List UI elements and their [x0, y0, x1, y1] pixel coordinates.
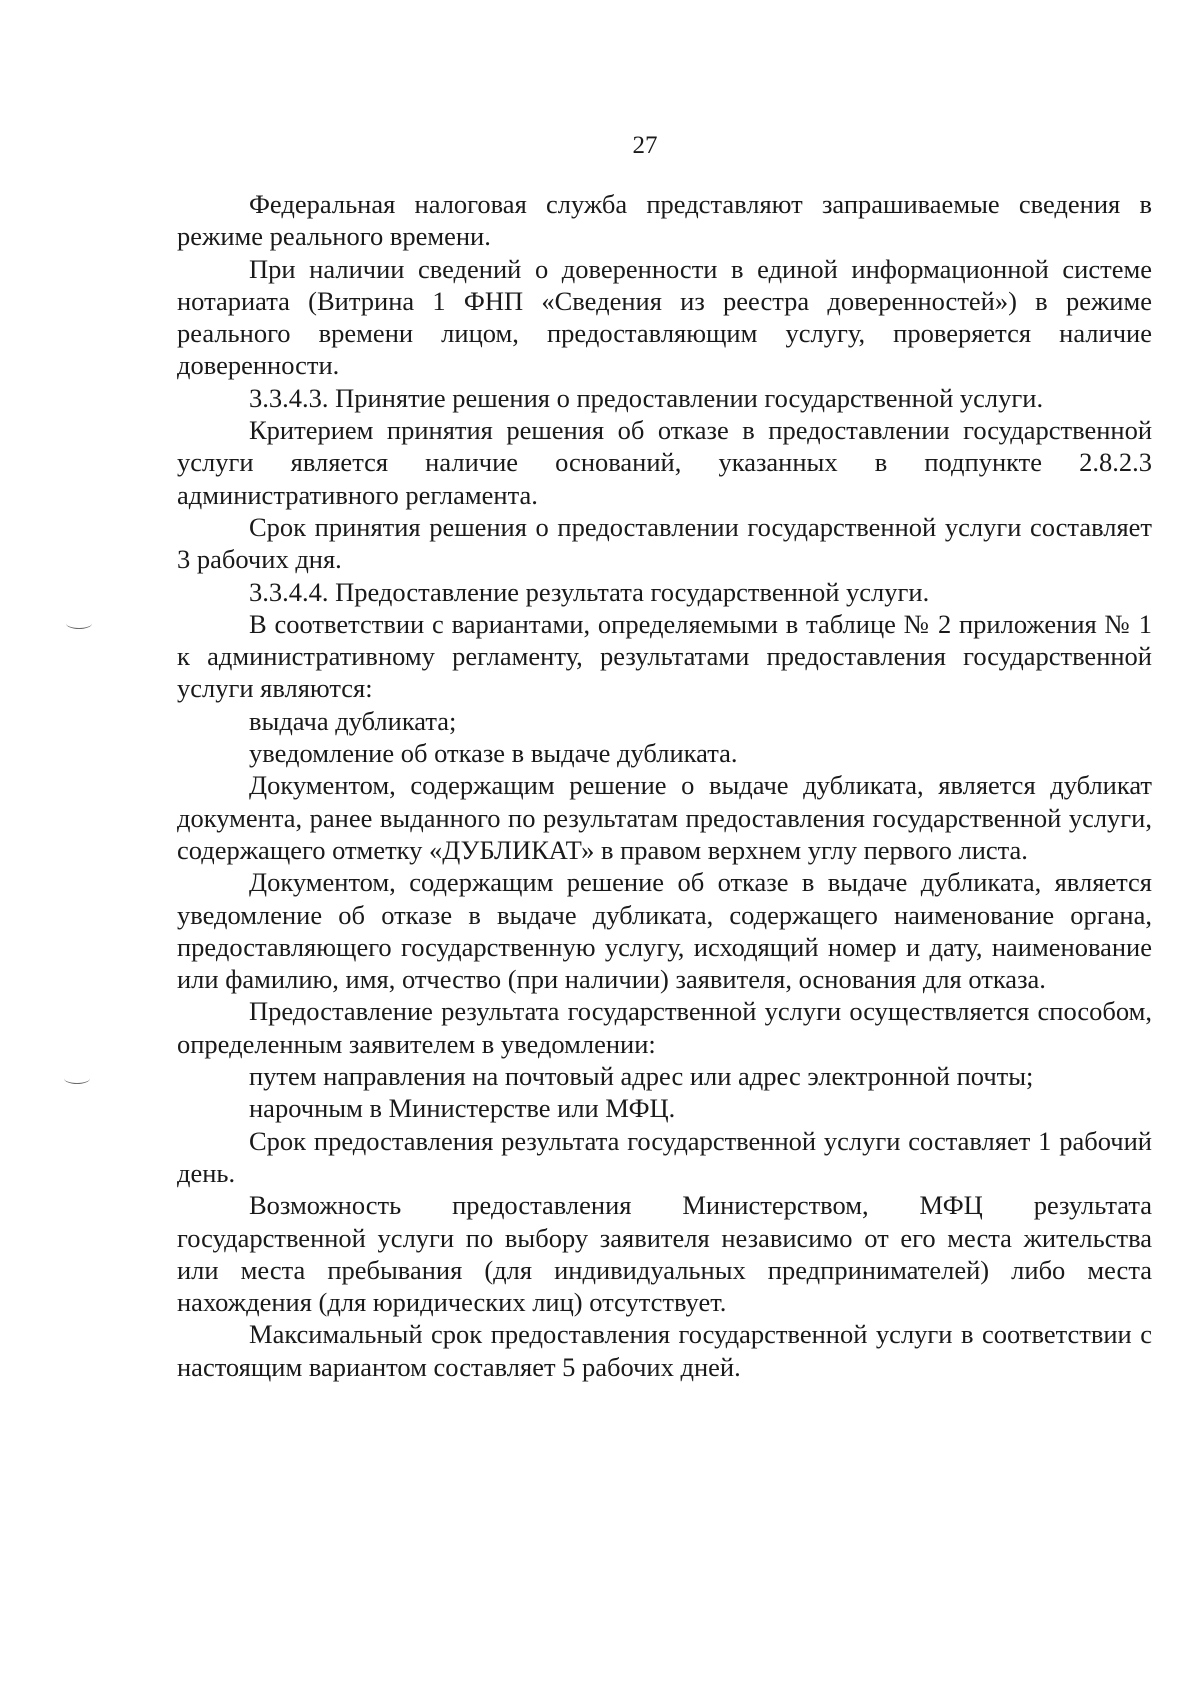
list-item-postal-or-email: путем направления на почтовый адрес или адрес электронной почты;: [249, 1061, 1034, 1092]
paragraph-result-delivery-method: Предоставление результата государственной услуги осуществляется способом, определенным заявителем в уведомлении:: [177, 996, 1152, 1059]
paragraph-fns-realtime: Федеральная налоговая служба представляют запрашиваемые сведения в режиме реального времени.: [177, 189, 1152, 252]
paragraph-service-results: В соответствии с вариантами, определяемыми в таблице № 2 приложения № 1 к административному регламенту, результатами предоставления государственной услуги являются:: [177, 608, 1152, 704]
scan-artifact-mark: [66, 618, 92, 629]
paragraph-power-of-attorney-check: При наличии сведений о доверенности в единой информационной системе нотариата (Витрина 1 ФНП «Сведения из реестра доверенностей») в режиме реального времени лицом, предоставляющим услугу, проверяется наличие доверенности.: [177, 253, 1152, 381]
section-heading-3-3-4-4: 3.3.4.4. Предоставление результата государственной услуги.: [249, 576, 930, 607]
section-heading-3-3-4-3: 3.3.4.3. Принятие решения о предоставлении государственной услуги.: [249, 382, 1044, 413]
paragraph-extraterritorial-principle: Возможность предоставления Министерством, МФЦ результата государственной услуги по выбору заявителя независимо от его места жительства или места пребывания (для индивидуальных предпринимателей) либо места нахождения (для юридических лиц) отсутствует.: [177, 1190, 1152, 1318]
paragraph-result-term: Срок предоставления результата государственной услуги составляет 1 рабочий день.: [177, 1125, 1152, 1188]
paragraph-refusal-criterion: Критерием принятия решения об отказе в предоставлении государственной услуги является наличие оснований, указанных в подпункте 2.8.2.3 административного регламента.: [177, 415, 1152, 510]
list-item-courier: нарочным в Министерстве или МФЦ.: [249, 1093, 676, 1124]
paragraph-decision-term: Срок принятия решения о предоставлении государственной услуги составляет 3 рабочих дня.: [177, 511, 1152, 575]
scan-artifact-mark: [64, 1073, 90, 1084]
paragraph-duplicate-document: Документом, содержащим решение о выдаче дубликата, является дубликат документа, ранее выданного по результатам предоставления государственной услуги, содержащего отметку «ДУБЛИКАТ» в правом верхнем углу первого листа.: [177, 770, 1152, 865]
paragraph-maximum-term: Максимальный срок предоставления государственной услуги в соответствии с настоящим вариантом составляет 5 рабочих дней.: [177, 1319, 1152, 1382]
document-body: [177, 188, 1152, 1383]
paragraph-refusal-document: Документом, содержащим решение об отказе в выдаче дубликата, является уведомление об отказе в выдаче дубликата, содержащего наименование органа, предоставляющего государственную услугу, исходящий номер и дату, наименование или фамилию, имя, отчество (при наличии) заявителя, основания для отказа.: [177, 867, 1152, 995]
list-item-duplicate-issue: выдача дубликата;: [249, 705, 457, 736]
page-number: 27: [632, 132, 658, 159]
list-item-refusal-notice: уведомление об отказе в выдаче дубликата.: [249, 738, 738, 769]
